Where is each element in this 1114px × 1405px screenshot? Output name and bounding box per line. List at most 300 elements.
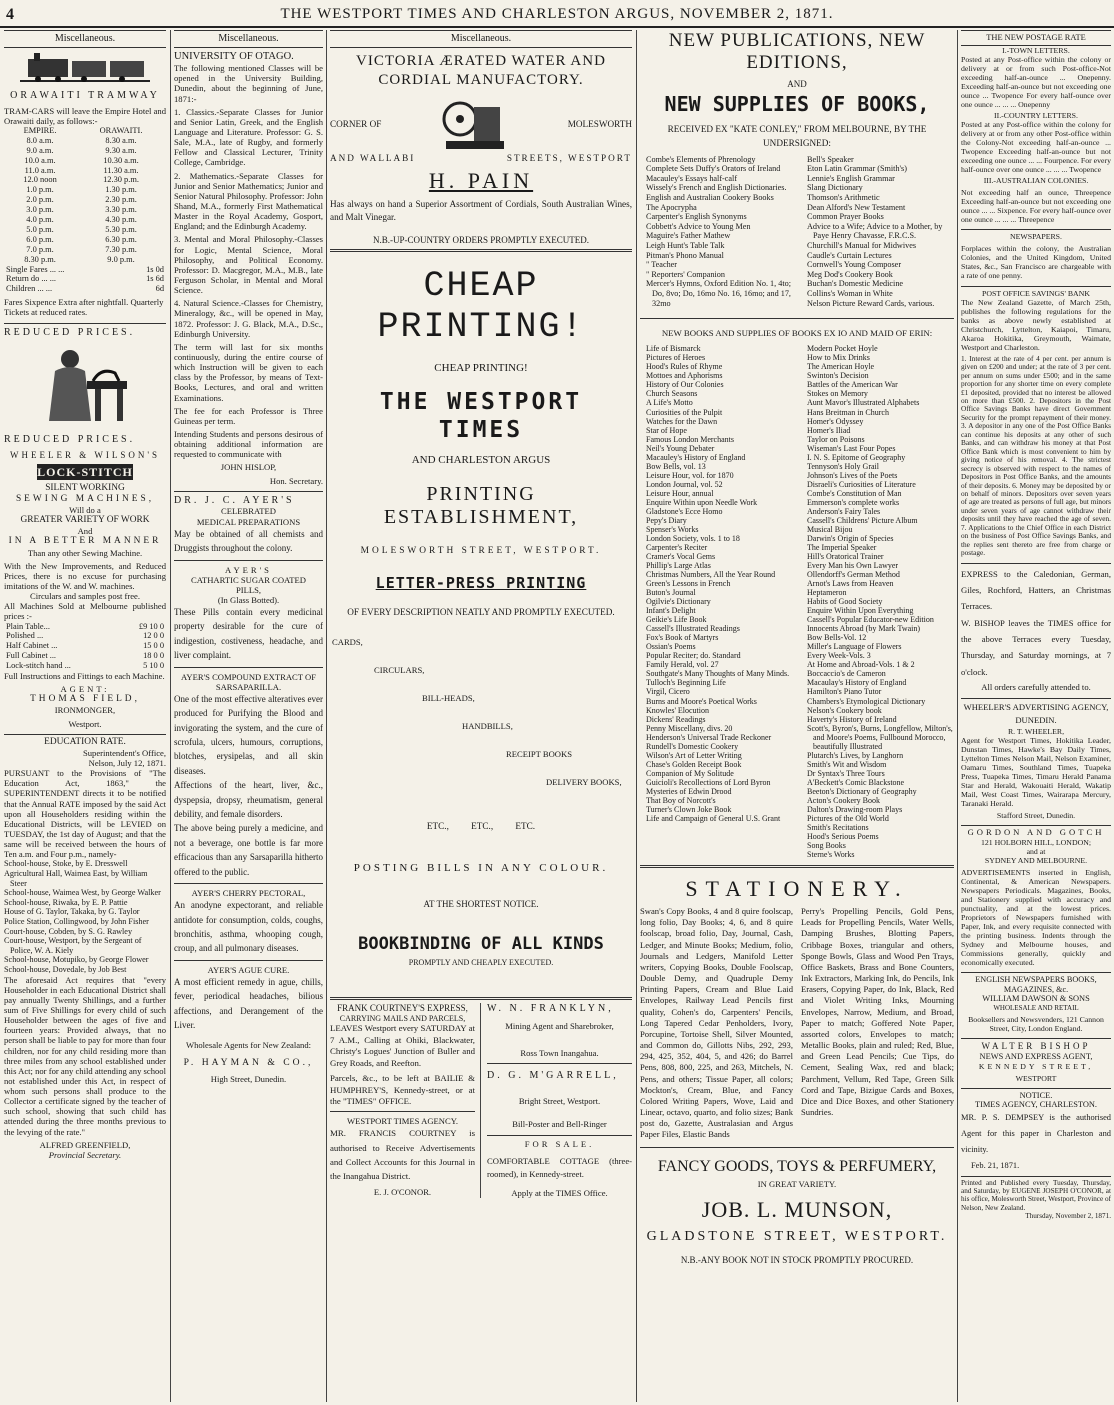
corner-of: CORNER OF: [330, 119, 382, 130]
timetable-cell: 8.0 a.m.: [26, 135, 54, 145]
list-item: Lennie's English Grammar: [807, 173, 895, 183]
sars-body-2: Affections of the heart, liver, &c., dyspepsia, dropsy, rheumatism, general debility, and female disorders.: [174, 780, 323, 820]
pain-name: H. PAIN: [428, 167, 534, 193]
instructions-text: Full Instructions and Fittings to each Machine.: [4, 671, 165, 682]
list-item: Song Books: [807, 841, 846, 851]
list-item: Chase's Golden Receipt Book: [646, 759, 742, 769]
otago-sign: JOHN HISLOP,: [220, 462, 277, 473]
ague-title: AYER'S AGUE CURE.: [207, 964, 290, 975]
list-item: Guicioli's Recollections of Lord Byron: [646, 777, 771, 787]
list-item: Churchill's Manual for Midwives: [807, 240, 917, 250]
timetable-cell: 10.30 a.m.: [103, 155, 139, 165]
machine-prices-table: [4, 622, 166, 672]
imprint-date: Thursday, November 2, 1871.: [1025, 1212, 1111, 1221]
list-item: Gladstone's Ecce Homo: [646, 506, 723, 516]
divider: [174, 560, 323, 561]
list-item: Dickens' Readings: [646, 714, 706, 724]
timetable-cell: 3.30 p.m.: [105, 205, 137, 215]
edu-body: PURSUANT to the Provisions of "The Education Act, 1863," the SUPERINTENDENT directs it to be notified that the Annual RATE imposed by the said Act upon all Householders residing within the Educational Districts, will be LEVIED on TUESDAY, the 1st day of August; and that the same will be received between the hours of Ten a.m. and Four p.m., namely-: [4, 768, 166, 860]
new-supplies-headline: NEW SUPPLIES OF BOOKS,: [664, 92, 930, 117]
column-4: [640, 30, 954, 1400]
mgarrell-name: D. G. M'GARRELL,: [487, 1070, 619, 1082]
fare-note: Fares Sixpence Extra after nightfall. Quarterly Tickets at reduced rates.: [4, 294, 166, 323]
list-item: History of Our Colonies: [646, 380, 724, 390]
stationery-headline: STATIONERY.: [685, 876, 909, 902]
list-item: Mysteries of Edwin Drood: [646, 786, 732, 796]
otago-term: The term will last for six months continuously, during the entire course of which Instruction will be given to each class by the Professor, by means of Text-Books, Lectures, and oral and written Examinations.: [174, 341, 323, 403]
book-list-right: [801, 344, 954, 859]
list-item: Green's Lessons in French: [646, 579, 731, 589]
list-item: Phillip's Large Atlas: [646, 561, 711, 571]
price-value: 18 0 0: [143, 651, 164, 661]
list-item: Arnot's Laws from Heaven: [807, 579, 894, 589]
list-item: Cramer's Vocal Gems: [646, 552, 716, 562]
page-title: THE WESTPORT TIMES AND CHARLESTON ARGUS, NOVEMBER 2, 1871.: [280, 6, 834, 22]
sars-body: One of the most effective alteratives ever produced for Purifying the Blood and invigorating the system, and the cure of scrofula, ulcers, humours, corruptions, blotches, erysipelas, and all skin diseases.: [174, 693, 323, 776]
mgarrell-address: Bright Street, Westport.: [518, 1096, 601, 1107]
timetable-cell: 6.30 p.m.: [105, 234, 137, 244]
up-country-note: N.B.-UP-COUNTRY ORDERS PROMPTLY EXECUTED.: [373, 235, 589, 246]
english-newspapers-heading: ENGLISH NEWSPAPERS BOOKS, MAGAZINES, &c.: [975, 975, 1097, 994]
list-item: London Society, vols. 1 to 18: [646, 533, 740, 543]
column-rule: [326, 30, 327, 1402]
list-item: School-house, Riwaka, by E. P. Pattie: [4, 897, 128, 907]
book-list-1: [640, 155, 954, 309]
courtney-column: [330, 1003, 481, 1198]
list-item: Disraeli's Curiosities of Literature: [807, 479, 916, 489]
list-item: The Imperial Speaker: [807, 542, 877, 552]
otago-item: 1. Classics.-Separate Classes for Junior and Senior Latin, Greek, and the English Language and Literature. Professor: G. S. Sale, M.A., late of Rugby, and formerly Fellow and Classical Lecturer, Trinity College, Cambridge.: [174, 106, 323, 168]
otago-intending: Intending Students and persons desirous of obtaining additional information are requested to communicate with: [174, 428, 323, 460]
otago-fee: The fee for each Professor is Three Guineas per term.: [174, 405, 323, 426]
divider: [640, 1147, 954, 1148]
list-item: Hood's Serious Poems: [807, 831, 879, 841]
list-item: English and Australian Cookery Books: [646, 192, 774, 202]
list-item: Eton Latin Grammar (Smith's): [807, 164, 907, 174]
price-label: Polished ...: [6, 631, 44, 641]
dempsey-text: MR. P. S. DEMPSEY is the authorised Agent for this paper in Charleston and vicinity.: [961, 1113, 1111, 1154]
timetable-header: EMPIRE.: [23, 125, 57, 135]
list-item: Hans Breitman in Church: [807, 407, 889, 417]
wheeler-wilson-title: WHEELER & WILSON'S: [10, 450, 160, 461]
than-any: Than any other Sewing Machine.: [27, 547, 143, 558]
letterpress-headline: LETTER-PRESS PRINTING: [375, 573, 587, 592]
ayer-obtained: May be obtained of all chemists and Druggists throughout the colony.: [174, 528, 323, 554]
cathartic: CATHARTIC SUGAR COATED: [190, 574, 307, 585]
timetable-cell: 5.30 p.m.: [105, 224, 137, 234]
list-item: Homer's Iliad: [807, 425, 851, 435]
and-argus: AND CHARLESTON ARGUS: [411, 453, 551, 466]
stair-item: BILL-HEADS,: [422, 693, 475, 704]
list-item: Mercer's Hymns, Oxford Edition No. 1, 4to; Do, 8vo; Do, 16mo No. 16, 16mo; and 17, 32mo: [646, 279, 791, 308]
column-rule: [170, 30, 171, 1402]
gordon-cities: SYDNEY AND MELBOURNE.: [984, 855, 1088, 865]
divider: [640, 318, 954, 319]
list-item: Hill's Oratorical Trainer: [807, 552, 884, 562]
list-item: Innocents Abroad (by Mark Twain): [807, 624, 921, 634]
list-item: Leigh Hunt's Table Talk: [646, 240, 725, 250]
list-item: Aunt Mavor's Illustrated Alphabets: [807, 398, 920, 408]
notice-heading: NOTICE.: [1019, 1090, 1053, 1100]
list-item: Every Week-Vols. 3: [807, 651, 871, 661]
list-item: Leisure Hour, annual: [646, 488, 714, 498]
timetable-cell: 9.0 a.m.: [26, 145, 54, 155]
list-item: Nelson Picture Reward Cards, various.: [807, 298, 935, 308]
pills-body: These Pills contain every medicinal property desirable for the cure of indigestion, costiveness, headache, and liver complaint.: [174, 607, 323, 661]
pectoral-body: An anodyne expectorant, and reliable antidote for consumption, colds, coughs, bronchitis, asthma, whooping cough, croup, and all pulmonary diseases.: [174, 900, 323, 954]
list-item: Cassell's Popular Educator-new Edition: [807, 615, 934, 625]
walter-bishop-town: WESTPORT: [961, 1071, 1111, 1089]
list-item: Henderson's Universal Trade Reckoner: [646, 732, 772, 742]
column-3: [330, 30, 632, 1400]
stationery-right: Perry's Propelling Pencils, Gold Pens, Leads for Propelling Pencils, Water Wells, Damping Brushes, Blotting Papers, Cribbage Boxes, triangular and others, Sponge Bowls, Glass and Wood Pen Trays, Office Baskets, Brass and Bone Counters, Ink Extractors, Marking Ink, do Pencils, Ink Erasers, Copying Paper, do Ink, Black, Red and Violet Writing Inks, Mourning Envelopes, Narrow, Medium, and Broad, Paper to match; Goffered Note Paper, assorted colors, Envelopes to match; Metallic Books, plain and ruled; Red, Blue, and Green Lead Pencils; Cue Tips, do Cement, Sealing Wax, red and black; Parchment, Vellum, Red Tape, Green Silk Cord and Tape, Bizigue Cards and Boxes, Dice and Dice Boxes, and other Stationery Sundries.: [801, 906, 954, 1118]
edu-sign-title: Provincial Secretary.: [48, 1149, 122, 1160]
list-item: Swinton's Decision: [807, 371, 869, 381]
gordon-body: ADVERTISEMENTS inserted in English, Continental, & American Newspapers. Newspapers Periodicals. Magazines, Books, and Stationery supplied with accuracy and punctuality, and at the lowest prices. Proprietors of Newspapers furnished with Paper, Ink, and every requisite connected with the printing business. Indents through the Sydney and Melbourne houses, and Commissions generally, quickly and economically executed.: [961, 865, 1111, 973]
list-item: Boccaccio's de Cameron: [807, 669, 886, 679]
ayer-medical: MEDICAL PREPARATIONS: [196, 516, 301, 527]
list-item: London Journal, vol. 52: [646, 479, 723, 489]
apply-text: Apply at the TIMES Office.: [511, 1188, 608, 1199]
list-item: Chambers's Etymological Dictionary: [807, 696, 926, 706]
timetable-cell: 7.30 p.m.: [105, 244, 137, 254]
list-item: Court-house, Cobden, by S. G. Rawley: [4, 926, 133, 936]
stair-item: RECEIPT BOOKS: [506, 749, 572, 760]
divider: [330, 249, 632, 252]
column-5: [961, 30, 1111, 1400]
list-item: Macaulay's History of England: [807, 678, 907, 688]
list-item: Star of Hope: [646, 425, 687, 435]
list-item: Common Prayer Books: [807, 212, 884, 222]
list-item: Ogilvie's Dictionary: [646, 597, 711, 607]
wheeler-address: Stafford Street, Dunedin.: [961, 808, 1111, 826]
list-item: Ollendorff's German Method: [807, 570, 900, 580]
list-item: That Boy of Norcott's: [646, 795, 716, 805]
great-variety: IN GREAT VARIETY.: [757, 1178, 837, 1189]
fare-value: 6d: [155, 284, 164, 294]
ayers-label: AYER'S: [225, 564, 272, 575]
list-item: Pictures of the Old World: [807, 813, 889, 823]
list-item: Famous London Merchants: [646, 434, 734, 444]
masthead: [0, 0, 1114, 28]
list-item: Maguire's Father Mathew: [646, 231, 731, 241]
list-item: School-house, Stoke, by E. Dresswell: [4, 859, 128, 869]
list-item: Wissely's French and English Dictionaries.: [646, 183, 787, 193]
will-do: Will do a: [69, 505, 101, 516]
for-sale-label: FOR SALE.: [524, 1138, 595, 1149]
list-item: The Apocrypha: [646, 202, 697, 212]
and-wallabi: AND WALLABI: [330, 152, 416, 163]
hayman-address: High Street, Dunedin.: [210, 1073, 287, 1084]
victoria-title: VICTORIA ÆRATED WATER AND CORDIAL MANUFACTORY.: [356, 52, 606, 89]
sars-title: AYER'S COMPOUND EXTRACT OF: [180, 671, 316, 682]
list-item: Scott's, Byron's, Burns, Longfellow, Milton's, and Moore's Poems, Fullbound Morocco, beautifully Illustrated: [807, 723, 953, 751]
all-machines-text: All Machines Sold at Melbourne published prices :-: [4, 601, 166, 622]
savings-bank-rules: 1. Interest at the rate of 4 per cent. per annum is given on £200 and under; at the rate of 3 per cent. per annum on sums under £500; and in the same proportion for any shorter time on every complete £1 deposited, provided that no interest be allowed on more than £500. 2. Depositors in the Post Office Savings Banks have direct Government Security for the prompt repayment of their money. 3. A depositor in any one of the Post Office Banks can continue his deposits at any other of such Banks, and can withdraw his money at that Post Office Bank which is most convenient to him by giving notice of his removal. 4. The strictest secrecy is observed with respect to the names of Depositors in Post Office Banks, and the amounts of their deposits. 6. Money may be deposited by or on behalf of minors. Depositors over seven years of age are treated as persons of full age, but minors under seven years of age cannot withdraw their deposits until they have reached the age of seven. 7. Applications to the Chief Office in each District on the business of Post Office Savings Banks, and the replies sent thereto are free from charge or postage.: [961, 352, 1111, 564]
list-item: Turner's Clown Joke Book: [646, 804, 732, 814]
list-item: Court-house, Westport, by the Sergeant of Police, W. A. Kiely: [4, 936, 142, 955]
list-item: Dalton's Drawing-room Plays: [807, 804, 903, 814]
wholesale-label: Wholesale Agents for New Zealand:: [185, 1040, 312, 1051]
fare-label: Children ... ...: [6, 284, 53, 294]
page-number: 4: [6, 6, 14, 23]
list-item: Penny Miscellany, divs. 20: [646, 723, 733, 733]
list-item: At Home and Abroad-Vols. 1 & 2: [807, 660, 915, 670]
town-letters-body: Posted at any Post-office within the colony or delivery at or from such Post-office-Not exceeding half-an-ounce ... Onepenny. Exceeding half-an-ounce but not exceeding one ounce ... Twopence For every half-ounce over one ounce ... ... ... Onepenny: [961, 54, 1111, 109]
list-item: Life and Campaign of General U.S. Grant: [646, 813, 781, 823]
divider: [174, 667, 323, 668]
bookbinding-headline: BOOKBINDING OF ALL KINDS: [358, 933, 604, 954]
divider: [330, 997, 632, 1000]
mgarrell-trade: Bill-Poster and Bell-Ringer: [487, 1116, 632, 1135]
list-item: Hood's Rules of Rhyme: [646, 362, 723, 372]
timetable-cell: 7.0 p.m.: [26, 244, 54, 254]
list-item: Slang Dictionary: [807, 183, 863, 193]
streets-westport: STREETS, WESTPORT: [506, 152, 632, 163]
posting-bills: POSTING BILLS IN ANY COLOUR.: [353, 862, 609, 875]
list-item: Combe's Constitution of Man: [807, 488, 902, 498]
and-text: AND: [787, 78, 807, 89]
australian-body: Not exceeding half an ounce, Threepence Exceeding half-an-ounce but not exceeding one ounce ... ... Sixpence. For every half-ounce over one ounce ... ... ... Threepence: [961, 185, 1111, 230]
stair-item: HANDBILLS,: [462, 721, 513, 732]
ague-body: A most efficient remedy in ague, chills, fever, periodical headaches, bilious affections, and Derangement of the Liver.: [174, 976, 323, 1031]
list-item: Modern Pocket Hoyle: [807, 344, 878, 354]
list-item: Macauley's Essays half-calf: [646, 173, 738, 183]
courtney-title: FRANK COURTNEY'S EXPRESS,: [337, 1003, 468, 1014]
walter-bishop-street: KENNEDY STREET,: [978, 1061, 1094, 1071]
price-value: 5 10 0: [143, 661, 164, 671]
list-item: Hamilton's Piano Tutor: [807, 687, 882, 697]
list-item: Homer's Odyssey: [807, 416, 864, 426]
list-item: Johnson's Lives of the Poets: [807, 470, 898, 480]
sars-title-2: SARSAPARILLA.: [215, 681, 282, 692]
silent-working: SILENT WORKING: [45, 482, 125, 493]
agency-body: MR. FRANCIS COURTNEY is authorised to Receive Advertisements and Collect Accounts for this Journal in the Inangahua District.: [330, 1128, 475, 1181]
agent-place: Westport.: [4, 716, 166, 735]
franklyn-name: W. N. FRANKLYN,: [487, 1003, 614, 1015]
list-item: Beeton's Dictionary of Geography: [807, 786, 917, 796]
fancy-goods-headline: FANCY GOODS, TOYS & PERFUMERY,: [657, 1157, 937, 1175]
list-item: Complete Sets Duffy's Orators of Ireland: [646, 164, 781, 174]
walter-bishop-heading: WALTER BISHOP: [981, 1041, 1091, 1052]
list-item: Pictures of Heroes: [646, 353, 706, 363]
list-item: Battles of the American War: [807, 380, 898, 390]
price-label: Lock-stitch hand ...: [6, 661, 71, 671]
divider: [174, 960, 323, 961]
gladstone-street: GLADSTONE STREET, WESTPORT.: [646, 1228, 948, 1244]
courtney-parcels: Parcels, &c., to be left at BAILIE & HUMPHREY'S, Kennedy-street, or at the "TIMES" OFFICE.: [330, 1073, 475, 1106]
list-item: Neil's Young Debater: [646, 443, 715, 453]
list-item: Ossian's Poems: [646, 642, 696, 652]
etc-line: ETC., ETC., ETC.: [426, 821, 536, 832]
savings-bank-body: The New Zealand Gazette, of March 25th, publishes the following regulations for the banks as above newly established at Christchurch, Lyttelton, Kaiapoi, Timaru, Akaroa Hokitika, Greymouth, Waimate, Westport and Charleston.: [961, 297, 1111, 352]
otago-item: 4. Natural Science.-Classes for Chemistry, Mineralogy, &c., will be opened in May, 1872. Professor: J. G. Black, M.A., D.Sc., Edinburgh University.: [174, 298, 323, 339]
list-item: Advice to a Wife; Advice to a Mother, by Paye Henry Chavasse, F.R.C.S.: [807, 221, 943, 241]
edu-date: Nelson, July 12, 1871.: [88, 757, 166, 768]
timetable-cell: 8.30 a.m.: [105, 135, 137, 145]
list-item: Enquire Within Upon Everything: [807, 606, 914, 616]
list-item: School-house, Dovedale, by Job Best: [4, 964, 127, 974]
list-item: Carpenter's Reciter: [646, 542, 708, 552]
list-item: I. N. S. Epitome of Geography: [807, 452, 906, 462]
list-item: Dean Alford's New Testament: [807, 202, 906, 212]
timetable-cell: 2.0 p.m.: [26, 195, 54, 205]
bottled: (In Glass Botted).: [217, 594, 280, 605]
lockstitch-banner: LOCK-STITCH: [37, 464, 133, 479]
list-item: Meg Dod's Cookery Book: [807, 269, 893, 279]
town-letters-heading: I.-TOWN LETTERS.: [1002, 45, 1070, 55]
book-list-right: [801, 155, 954, 309]
munson-name: JOB. L. MUNSON,: [701, 1196, 893, 1222]
price-value: 12 0 0: [143, 631, 164, 641]
list-item: Life of Bismarck: [646, 344, 701, 354]
list-item: Habits of Good Society: [807, 597, 883, 607]
list-item: Pepy's Diary: [646, 515, 687, 525]
list-item: Macauley's History of England: [646, 452, 746, 462]
timetable-cell: 9.30 a.m.: [105, 145, 137, 155]
dawson-name: WILLIAM DAWSON & SONS: [982, 994, 1090, 1004]
divider: [330, 1111, 475, 1112]
list-item: A Life's Motto: [646, 398, 693, 408]
franklyn-address: Ross Town Inangahua.: [487, 1045, 632, 1064]
gordon-gotch-heading: GORDON AND GOTCH: [967, 826, 1105, 837]
circulars-text: Circulars and samples post free.: [29, 591, 140, 602]
walter-bishop-sub: NEWS AND EXPRESS AGENT,: [979, 1051, 1093, 1061]
newspapers-body: Forplaces within the colony, the Australian Colonies, and the United Kingdom, United States, &c., San Francisco are chargeable with a rate of one penny.: [961, 241, 1111, 286]
list-item: Leisure Hour, vol. for 1870: [646, 470, 734, 480]
timetable-cell: 12.30 p.m.: [103, 175, 139, 185]
stair-item: CIRCULARS,: [374, 665, 425, 676]
ayer-celebrated: CELEBRATED: [221, 506, 276, 517]
list-item: Cassell's Childrens' Picture Album: [807, 515, 918, 525]
list-item: How to Mix Drinks: [807, 353, 870, 363]
column-rule: [957, 30, 958, 1402]
stationery-left: Swan's Copy Books, 4 and 8 quire foolscap, long folio, Day Books; 4, 6, and 8 quire foolscap, broad folio, Day, Journal, Cash, Ledger, and Minute Books; Medium, folio, Journals and Ledgers, Manifold Letter writers, Copying Books, Double Foolscap, Double Demy, and Quadruple Demy Printing Papers, Cream and Blue Laid Envelopes, Railway Lead Pencils first quality, Cohen's do, Carpenters' Pencils, Long Tapered Cedar Penholders, Ivory, Porcupine, Tortoise Shell, Silver Mounted, and Common do, Gillotts Nibs, 292, 293, 294, 425, 352, 404, 5, and 426; do Barrel Pens, 808, 800, 225, and 263, Mitchels, N. Pens, and others; Tissue Paper, all colors; Mockton's, Cream, Blue, and Fancy Colored Writing Papers, Wove, Laid and Linear, octavo, quarto, and folio sizes; Bank post do, Gazette, Australasian and Argus Paper Files, Elastic Bands: [640, 906, 793, 1140]
list-item: Collins's Woman in White: [807, 288, 893, 298]
printing-establishment: PRINTING ESTABLISHMENT,: [383, 482, 579, 529]
list-item: Emmerson's complete works: [807, 497, 900, 507]
molesworth-street: MOLESWORTH STREET, WESTPORT.: [360, 545, 602, 556]
list-item: Agricultural Hall, Waimea East, by William Steer: [4, 868, 148, 888]
timetable-cell: 4.30 p.m.: [105, 215, 137, 225]
list-item: Carpenter's English Synonyms: [646, 212, 747, 222]
price-label: Plain Table...: [6, 621, 50, 631]
country-letters-body: Posted at any Post-office within the colony for delivery at or from any other Post-office within the Colony-Not exceeding half-an-ounce ... Twopence Exceeding half-an-ounce but not exceeding one ounce ... ... Fourpence. For every half-ounce over one ounce ... ... ... Twopence: [961, 120, 1111, 175]
stair-item: CARDS,: [332, 637, 363, 648]
timetable-cell: 9.0 p.m.: [107, 254, 135, 264]
list-item: Caudle's Curtain Lectures: [807, 250, 892, 260]
gordon-address: 121 HOLBORN HILL, LONDON;: [980, 837, 1091, 847]
tram-engraving-icon: [20, 51, 150, 87]
australian-heading: III.-AUSTRALIAN COLONIES.: [983, 176, 1089, 186]
list-item: Miller's Language of Flowers: [807, 642, 902, 652]
list-item: Bow Bells, vol. 13: [646, 461, 706, 471]
list-item: Every Man his Own Lawyer: [807, 561, 899, 571]
dawson-body: Booksellers and Newsvenders, 121 Cannon Street, City, London England.: [961, 1012, 1111, 1039]
list-item: Companion of My Solitude: [646, 768, 734, 778]
list-item: Cornwell's Young Composer: [807, 260, 902, 270]
edu-office: Superintendent's Office,: [82, 747, 166, 758]
agent-name: THOMAS FIELD,: [30, 694, 140, 705]
divider: [174, 883, 323, 884]
list-item: Watches for the Dawn: [646, 416, 718, 426]
price-value: 15 0 0: [143, 641, 164, 651]
timetable-cell: 1.0 p.m.: [26, 185, 54, 195]
list-item: Cassell's Illustrated Readings: [646, 624, 740, 634]
list-item: Burns and Moore's Poetical Works: [646, 696, 757, 706]
list-item: Curiosities of the Pulpit: [646, 407, 723, 417]
otago-item: 2. Mathematics.-Separate Classes for Junior and Senior Mathematics; Junior and Senior Natural Philosophy. Professor: John Shand, M.A., formerly First Mathematical Master in the Royal Academy, Gosport, England; and the Edinburgh Academy.: [174, 170, 323, 232]
price-label: Half Cabinet ...: [6, 641, 58, 651]
list-item: Musical Bijou: [807, 524, 853, 534]
price-label: Full Cabinet ...: [6, 651, 57, 661]
price-value: £9 10 0: [138, 621, 164, 631]
express-text: EXPRESS to the Caledonian, German, Giles, Rochford, Hatters, an Christmas Terraces.: [961, 568, 1111, 612]
list-item: Popular Reciter; do. Standard: [646, 651, 741, 661]
sewing-machines: SEWING MACHINES,: [15, 494, 155, 505]
column-rule: [636, 30, 637, 1402]
list-item: Smith's Recitations: [807, 822, 869, 832]
sars-body-3: The above being purely a medicine, and not a beverage, one bottle is far more efficacious than any Sarsaparilla hitherto offered to the public.: [174, 823, 323, 877]
shortest-notice: AT THE SHORTEST NOTICE.: [423, 899, 539, 910]
divider: [640, 865, 954, 868]
fare-value: 1s 0d: [146, 264, 164, 274]
agency-title: WESTPORT TIMES AGENCY.: [347, 1116, 458, 1127]
timetable-cell: 11.0 a.m.: [24, 165, 56, 175]
otago-title: UNIVERSITY OF OTAGO.: [174, 50, 294, 62]
greater-variety: GREATER VARIETY OF WORK: [20, 515, 150, 526]
otago-sign-title: Hon. Secretary.: [174, 473, 323, 492]
sewing-machine-engraving-icon: [35, 341, 135, 431]
timetable-cell: 6.0 p.m.: [26, 234, 54, 244]
edu-note: The aforesaid Act requires that "every Householder in each Educational District shall pay annually Twenty Shillings, and a further sum of Five Shillings for every child of such Householder between the ages of five and fourteen years: Provided always, that no person shall be liable to pay for more than four children, nor for any child residing more than three miles from any school established under this Act; nor for any child attending any school not established under this Act, in respect of whom such persons shall produce to the Collector a certificate signed by the teacher of such school, showing that such child has attended during the three months previous to the levying of the rate.": [4, 974, 166, 1137]
stationery-text: [640, 906, 954, 1141]
cheap-printing-sub: CHEAP PRINTING!: [434, 362, 528, 375]
list-item: " Reporters' Companion: [646, 269, 725, 279]
list-item: Fox's Book of Martyrs: [646, 633, 719, 643]
agent-trade: IRONMONGER,: [54, 705, 116, 716]
section-label: Miscellaneous.: [4, 30, 166, 48]
list-item: Infant's Delight: [646, 606, 696, 616]
new-publications-headline: NEW PUBLICATIONS, NEW EDITIONS,: [668, 30, 926, 74]
book-list-2: [640, 344, 954, 859]
ayer-title: DR. J. C. AYER'S: [174, 494, 295, 506]
book-list-left: [640, 344, 793, 859]
list-item: Southgate's Many Thoughts of Many Minds.: [646, 669, 790, 679]
section-label: Miscellaneous.: [174, 30, 323, 48]
wheeler-body: Agent for Westport Times, Hokitika Leader, Dunstan Times, Hawke's Bay Daily Times, Lyttelton Times Nelson Mail, Nelson Examiner, Oamaru Times, Southland Times, Tuapeka Press, Tuapeka Times, Timaru Herald Panama Star and Herald, Wakouaiti Herald, Wakatip Mail, West Coast Times, Wairarapa Mercury, Taranaki Herald.: [961, 735, 1111, 808]
book-procured-note: N.B.-ANY BOOK NOT IN STOCK PROMPTLY PROCURED.: [680, 1255, 914, 1266]
edu-places: [4, 859, 166, 974]
cottage-text: COMFORTABLE COTTAGE (three-roomed), in Kennedy-street.: [487, 1155, 632, 1180]
hayman-name: P. HAYMAN & CO.,: [183, 1056, 314, 1068]
list-item: Sterne's Works: [807, 850, 855, 860]
list-item: Dr Syntax's Three Tours: [807, 768, 885, 778]
list-item: Virgil, Cicero: [646, 687, 690, 697]
list-item: Buchan's Domestic Medicine: [807, 279, 904, 289]
list-item: " Teacher: [646, 260, 678, 270]
pain-body: Has always on hand a Superior Assortment of Cordials, South Australian Wines, and Malt Vinegar.: [330, 198, 632, 223]
and-text: And: [77, 526, 93, 537]
list-item: School-house, Waimea West, by George Walker: [4, 888, 161, 898]
country-letters-heading: II.-COUNTRY LETTERS.: [994, 110, 1078, 120]
list-item: Pitman's Phono Manual: [646, 250, 724, 260]
tramway-timetable: [4, 126, 166, 265]
every-description: OF EVERY DESCRIPTION NEATLY AND PROMPTLY EXECUTED.: [347, 606, 615, 617]
list-item: Heptameron: [807, 588, 847, 598]
promptly-executed: PROMPTLY AND CHEAPLY EXECUTED.: [408, 957, 554, 967]
list-item: Buton's Journal: [646, 588, 696, 598]
